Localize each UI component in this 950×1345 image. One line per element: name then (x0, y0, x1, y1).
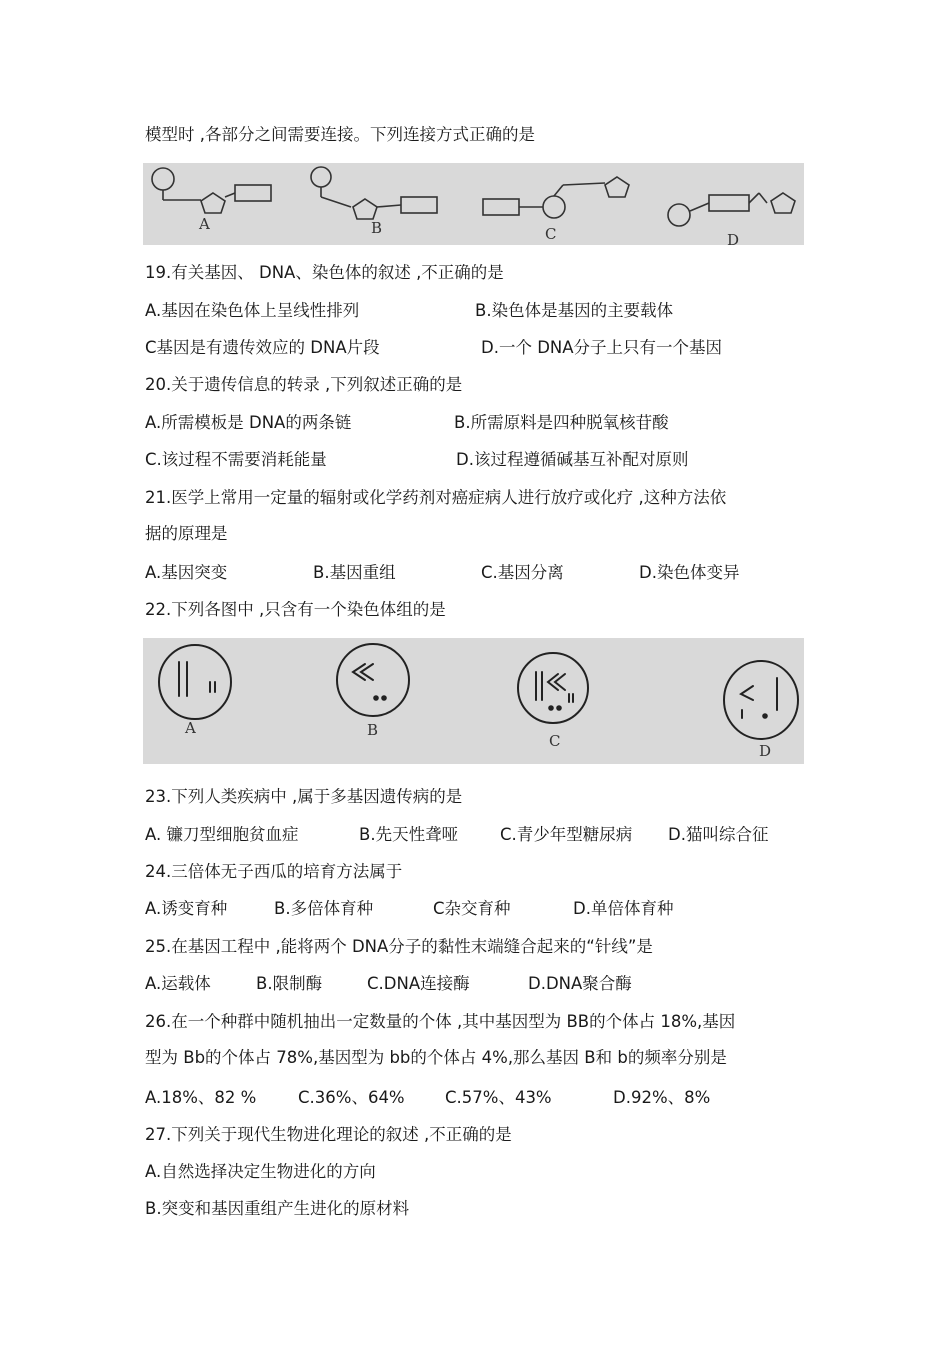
q21-option-d: D.染色体变异 (639, 563, 740, 582)
q19-stem: 19.有关基因、 DNA、染色体的叙述 ,不正确的是 (145, 263, 504, 282)
fig1-label-d: D (727, 231, 740, 245)
q26-option-d: D.92%、8% (613, 1088, 711, 1107)
q25-option-a: A.运载体 (145, 974, 211, 993)
chromosome-figure (143, 638, 804, 764)
option-b-model (311, 167, 437, 219)
option-c-model (483, 177, 629, 218)
fig2-label-a: A (185, 719, 196, 737)
q19-option-a: A.基因在染色体上呈线性排列 (145, 301, 360, 320)
q19-option-b: B.染色体是基因的主要载体 (475, 301, 674, 320)
q25-option-b: B.限制酶 (256, 974, 323, 993)
fig2-label-c: C (549, 732, 561, 750)
q26-option-b: C.36%、64% (298, 1088, 405, 1107)
q24-option-d: D.单倍体育种 (573, 899, 674, 918)
q21-stem-line1: 21.医学上常用一定量的辐射或化学药剂对癌症病人进行放疗或化疗 ,这种方法依 (145, 488, 727, 507)
cell-c (518, 653, 588, 723)
q24-option-a: A.诱变育种 (145, 899, 228, 918)
q23-option-b: B.先天性聋哑 (359, 825, 459, 844)
q20-option-b: B.所需原料是四种脱氧核苷酸 (454, 413, 669, 432)
q27-option-a: A.自然选择决定生物进化的方向 (145, 1162, 376, 1181)
q20-option-a: A.所需模板是 DNA的两条链 (145, 413, 352, 432)
q25-option-d: D.DNA聚合酶 (528, 974, 632, 993)
q23-stem: 23.下列人类疾病中 ,属于多基因遗传病的是 (145, 787, 463, 806)
q26-option-c: C.57%、43% (445, 1088, 552, 1107)
q19-option-d: D.一个 DNA分子上只有一个基因 (481, 338, 723, 357)
option-a-model (152, 168, 271, 213)
fig1-label-a: A (199, 215, 210, 233)
q27-option-b: B.突变和基因重组产生进化的原材料 (145, 1199, 410, 1218)
option-d-model (668, 193, 795, 226)
q23-option-a: A. 镰刀型细胞贫血症 (145, 825, 299, 844)
q24-stem: 24.三倍体无子西瓜的培育方法属于 (145, 862, 403, 881)
q21-option-a: A.基因突变 (145, 563, 228, 582)
fig1-label-b: B (371, 219, 383, 237)
q25-option-c: C.DNA连接酶 (367, 974, 470, 993)
q24-option-b: B.多倍体育种 (274, 899, 374, 918)
q26-option-a: A.18%、82 % (145, 1088, 257, 1107)
q21-option-b: B.基因重组 (313, 563, 396, 582)
q24-option-c: C杂交育种 (433, 899, 511, 918)
q26-stem-line1: 26.在一个种群中随机抽出一定数量的个体 ,其中基因型为 BB的个体占 18%,基因 (145, 1012, 736, 1031)
q20-option-c: C.该过程不需要消耗能量 (145, 450, 327, 469)
q19-option-c: C基因是有遗传效应的 DNA片段 (145, 338, 380, 357)
fig2-label-b: B (367, 721, 379, 739)
cell-a (159, 645, 231, 719)
q23-option-c: C.青少年型糖尿病 (500, 825, 633, 844)
fig1-label-c: C (545, 225, 557, 243)
q25-stem: 25.在基因工程中 ,能将两个 DNA分子的黏性末端缝合起来的“针线”是 (145, 937, 653, 956)
q21-option-c: C.基因分离 (481, 563, 564, 582)
cell-d (724, 661, 798, 739)
fig2-label-d: D (759, 742, 772, 760)
q22-stem: 22.下列各图中 ,只含有一个染色体组的是 (145, 600, 446, 619)
nucleotide-figure (143, 163, 804, 245)
q21-stem-line2: 据的原理是 (145, 524, 228, 543)
q27-stem: 27.下列关于现代生物进化理论的叙述 ,不正确的是 (145, 1125, 512, 1144)
q20-stem: 20.关于遗传信息的转录 ,下列叙述正确的是 (145, 375, 463, 394)
cell-b (337, 644, 409, 716)
q23-option-d: D.猫叫综合征 (668, 825, 769, 844)
q20-option-d: D.该过程遵循碱基互补配对原则 (456, 450, 689, 469)
intro-line: 模型时 ,各部分之间需要连接。下列连接方式正确的是 (145, 125, 535, 144)
q26-stem-line2: 型为 Bb的个体占 78%,基因型为 bb的个体占 4%,那么基因 B和 b的频率分别是 (145, 1048, 727, 1067)
